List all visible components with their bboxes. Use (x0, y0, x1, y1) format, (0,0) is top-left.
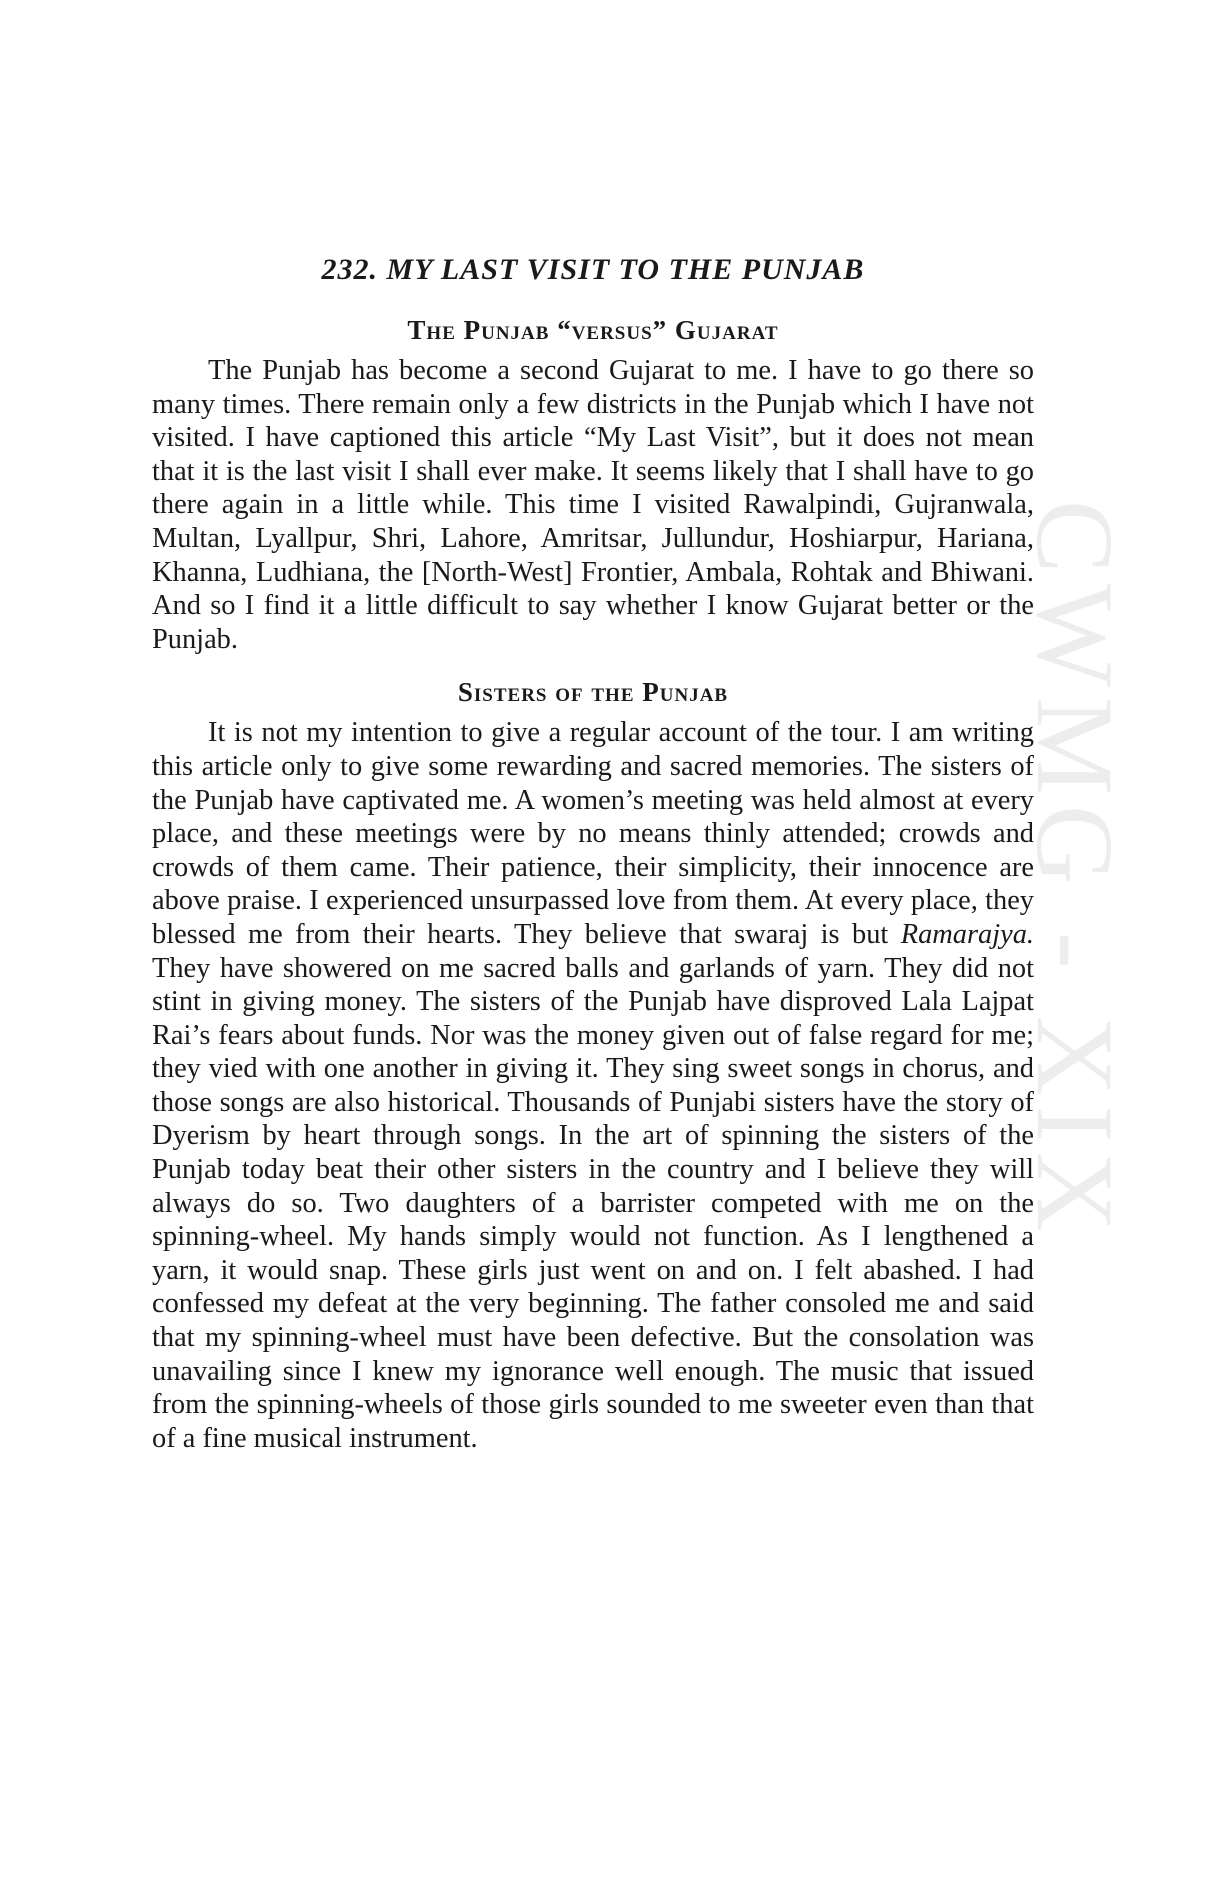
section-heading-punjab-versus-gujarat: The Punjab “versus” Gujarat (407, 315, 779, 345)
article (152, 250, 1034, 1455)
paragraph-2 (152, 716, 1034, 1455)
watermark: CWMG - XIX (1014, 500, 1136, 1242)
section-heading-sisters-of-the-punjab: Sisters of the Punjab (457, 677, 729, 708)
paragraph-2-text-b: They have showered on me sacred balls and garlands of yarn. They did not stint in giving money. The sisters of the Punjab have disproved Lala Lajpat Rai’s fears about funds. Nor was the money given out of false regard for me; they vied with one another in giving it. They sing sweet songs in chorus, and those songs are also historical. Thousands of Punjabi sisters have the story of Dyerism by heart through songs. In the art of spinning the sisters of the Punjab today beat their other sisters in the country and I believe they will always do so. Two daughters of a barrister competed with me on the spinning-wheel. My hands simply would not function. As I lengthened a yarn, it would snap. These girls just went on and on. I felt abashed. I had confessed my defeat at the very beginning. The father consoled me and said that my spinning-wheel must have been defective. But the consolation was unavailing since I knew my ignorance well enough. The music that issued from the spinning-wheels of those girls sounded to me sweeter even than that of a fine musical instrument. (152, 952, 1034, 1454)
paragraph-1: The Punjab has become a second Gujarat to me. I have to go there so many times. There remain only a few districts in the Punjab which I have not visited. I have captioned this article “My Last Visit”, but it does not mean that it is the last visit I shall ever make. It seems likely that I shall have to go there again in a little while. This time I visited Rawalpindi, Gujranwala, Multan, Lyallpur, Shri, Lahore, Amritsar, Jullundur, Hoshiarpur, Hariana, Khanna, Ludhiana, the [North-West] Frontier, Ambala, Rohtak and Bhiwani. And so I find it a little difficult to say whether I know Gujarat better or the Punjab. (152, 355, 1034, 655)
paragraph-2-italic-term: Ramarajya. (900, 918, 1034, 950)
paragraph-2-text-a: It is not my intention to give a regular account of the tour. I am writing this article only to give some rewarding and sacred memories. The sisters of the Punjab have captivated me. A women’s meeting was held almost at every place, and these meetings were by no means thinly attended; crowds and crowds of them came. Their patience, their simplicity, their innocence are above praise. I experienced unsurpassed love from them. At every place, they blessed me from their hearts. They believe that swaraj is but (152, 717, 1034, 950)
article-title: 232. MY LAST VISIT TO THE PUNJAB (321, 253, 865, 286)
